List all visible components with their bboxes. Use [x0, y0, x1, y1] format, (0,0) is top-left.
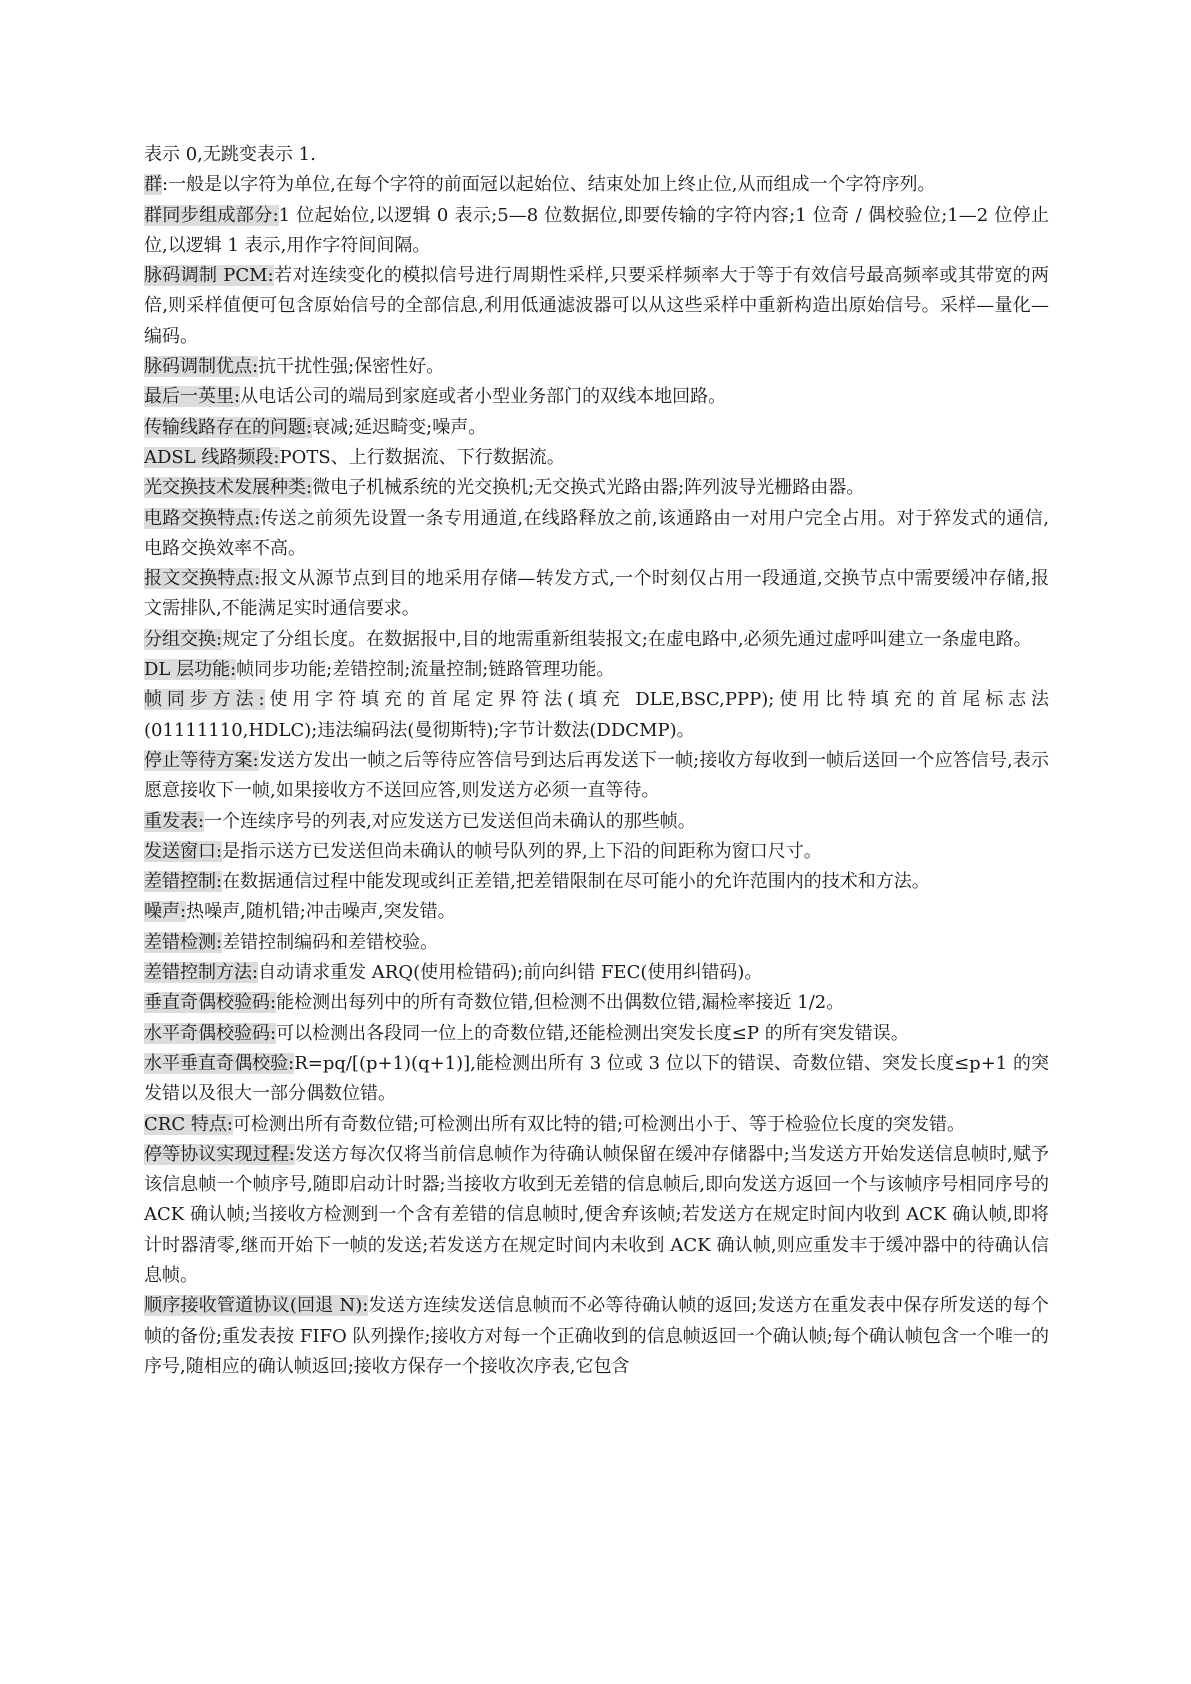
entry-text: 使用字符填充的首尾定界符法(填充 DLE,BSC,PPP);使用比特填充的首尾标志法(01111110,HDLC);违法编码法(曼彻斯特);字节计数法(DDCMP)。 [144, 689, 1049, 741]
glossary-entry [144, 625, 1049, 655]
glossary-entry [144, 1019, 1049, 1049]
entry-text: 衰减;延迟畸变;噪声。 [312, 416, 487, 438]
entry-term: 水平奇偶校验码: [144, 1022, 277, 1044]
entry-term: CRC 特点: [144, 1113, 233, 1135]
entry-term: 脉码调制优点: [144, 356, 259, 378]
entry-term: 群 [144, 174, 162, 196]
glossary-entry [144, 504, 1049, 565]
glossary-entry [144, 807, 1049, 837]
entry-text: 差错控制编码和差错校验。 [222, 931, 439, 953]
entry-text: 发送方连续发送信息帧而不必等待确认帧的返回;发送方在重发表中保存所发送的每个帧的备份;重发表按 FIFO 队列操作;接收方对每一个正确收到的信息帧返回一个确认帧;每个确认帧包含一个唯一的序号,随相应的确认帧返回;接收方保存一个接收次序表,它包含 [144, 1295, 1049, 1377]
glossary-entry [144, 443, 1049, 473]
entry-text: 能检测出每列中的所有奇数位错,但检测不出偶数位错,漏检率接近 1/2。 [276, 992, 845, 1014]
entry-text: 可以检测出各段同一位上的奇数位错,还能检测出突发长度≤P 的所有突发错误。 [276, 1022, 909, 1044]
entry-term: 帧同步方法: [144, 689, 265, 711]
entry-text: 报文从源节点到目的地采用存储—转发方式,一个时刻仅占用一段通道,交换节点中需要缓冲存储,报文需排队,不能满足实时通信要求。 [144, 568, 1049, 620]
entry-term: 差错检测: [144, 931, 223, 953]
entry-term: 差错控制方法: [144, 962, 259, 984]
entry-text: 一个连续序号的列表,对应发送方已发送但尚未确认的那些帧。 [204, 810, 696, 832]
entry-text: 可检测出所有奇数位错;可检测出所有双比特的错;可检测出小于、等于检验位长度的突发错。 [232, 1113, 966, 1135]
glossary-entry [144, 1140, 1049, 1291]
entry-term: 分组交换: [144, 628, 223, 650]
entry-term: 停等协议实现过程: [144, 1143, 295, 1165]
entry-text: 发送方发出一帧之后等待应答信号到达后再发送下一帧;接收方每收到一帧后送回一个应答信号,表示愿意接收下一帧,如果接收方不送回应答,则发送方必须一直等待。 [144, 749, 1049, 802]
entry-term: 电路交换特点: [144, 507, 261, 529]
entry-text: POTS、上行数据流、下行数据流。 [279, 446, 565, 468]
entry-term: 水平垂直奇偶校验: [144, 1052, 295, 1074]
entry-text: 规定了分组长度。在数据报中,目的地需重新组装报文;在虚电路中,必须先通过虚呼叫建立一条虚电路。 [222, 628, 1032, 650]
glossary-entry [144, 867, 1049, 897]
glossary-entry [144, 140, 1049, 170]
entry-term: 停止等待方案: [144, 749, 259, 771]
entry-term: 光交换技术发展种类: [144, 477, 313, 499]
glossary-entry [144, 352, 1049, 382]
entry-text: :一般是以字符为单位,在每个字符的前面冠以起始位、结束处加上终止位,从而组成一个字符序列。 [162, 174, 936, 196]
entry-text: 抗干扰性强;保密性好。 [258, 356, 445, 378]
glossary-entry [144, 655, 1049, 685]
entry-term: 重发表: [144, 810, 205, 832]
entry-term: 差错控制: [144, 871, 223, 893]
entry-text: 在数据通信过程中能发现或纠正差错,把差错限制在尽可能小的允许范围内的技术和方法。 [222, 871, 930, 893]
glossary-entry [144, 928, 1049, 958]
entry-term: 群同步组成部分: [144, 204, 279, 226]
entry-term: 传输线路存在的问题: [144, 416, 313, 438]
entry-term: 发送窗口: [144, 840, 223, 862]
glossary-entry [144, 897, 1049, 927]
glossary-entry [144, 170, 1049, 200]
entry-text: 表示 0,无跳变表示 1. [144, 144, 316, 165]
glossary-entry [144, 1291, 1049, 1382]
entry-term: ADSL 线路频段: [144, 446, 280, 468]
entry-text: 从电话公司的端局到家庭或者小型业务部门的双线本地回路。 [240, 386, 727, 408]
glossary-entry [144, 382, 1049, 412]
entry-term: 噪声: [144, 901, 187, 923]
entry-text: 热噪声,随机错;冲击噪声,突发错。 [186, 901, 456, 923]
glossary-entry [144, 201, 1049, 262]
entry-text: 自动请求重发 ARQ(使用检错码);前向纠错 FEC(使用纠错码)。 [258, 962, 763, 984]
glossary-entry [144, 473, 1049, 503]
glossary-entry [144, 1049, 1049, 1110]
entry-text: 微电子机械系统的光交换机;无交换式光路由器;阵列波导光栅路由器。 [312, 477, 865, 499]
glossary-entry [144, 413, 1049, 443]
glossary-entry [144, 261, 1049, 352]
entry-text: 若对连续变化的模拟信号进行周期性采样,只要采样频率大于等于有效信号最高频率或其带宽的两倍,则采样值便可包含原始信号的全部信息,利用低通滤波器可以从这些采样中重新构造出原始信号。采样—量化—编码。 [144, 265, 1049, 347]
entry-text: 是指示送方已发送但尚未确认的帧号队列的界,上下沿的间距称为窗口尺寸。 [222, 840, 822, 862]
entry-text: R=pq/[(p+1)(q+1)],能检测出所有 3 位或 3 位以下的错误、奇数位错、突发长度≤p+1 的突发错以及很大一部分偶数位错。 [144, 1052, 1049, 1105]
glossary-entry [144, 685, 1049, 746]
glossary-entry [144, 958, 1049, 988]
entry-text: 帧同步功能;差错控制;流量控制;链路管理功能。 [236, 659, 615, 681]
entry-term: 顺序接收管道协议(回退 N): [144, 1295, 369, 1317]
entry-term: DL 层功能: [144, 659, 237, 681]
glossary-entry [144, 988, 1049, 1018]
entry-text: 发送方每次仅将当前信息帧作为待确认帧保留在缓冲存储器中;当发送方开始发送信息帧时,赋予该信息帧一个帧序号,随即启动计时器;当接收方收到无差错的信息帧后,即向发送方返回一个与该帧序号相同序号的 ACK 确认帧;当接收方检测到一个含有差错的信息帧时,便舍弃该帧;若发送方在规定时间内收到 ACK 确认帧,即将计时器清零,继而开始下一帧的发送;若发送方在规定时间内未收到 ACK 确认帧,则应重发丰于缓冲器中的待确认信息帧。 [144, 1143, 1049, 1286]
entry-term: 垂直奇偶校验码: [144, 992, 277, 1014]
glossary-entry [144, 746, 1049, 807]
glossary-entry [144, 837, 1049, 867]
entry-text: 1 位起始位,以逻辑 0 表示;5—8 位数据位,即要传输的字符内容;1 位奇 / 偶校验位;1—2 位停止位,以逻辑 1 表示,用作字符间间隔。 [144, 204, 1049, 256]
entry-term: 报文交换特点: [144, 568, 261, 590]
entry-term: 最后一英里: [144, 386, 241, 408]
glossary-entry [144, 564, 1049, 625]
entry-text: 传送之前须先设置一条专用通道,在线路释放之前,该通路由一对用户完全占用。对于猝发式的通信,电路交换效率不高。 [144, 507, 1049, 559]
glossary-entry [144, 1110, 1049, 1140]
document-body [144, 140, 1049, 1382]
entry-term: 脉码调制 PCM: [144, 265, 274, 287]
